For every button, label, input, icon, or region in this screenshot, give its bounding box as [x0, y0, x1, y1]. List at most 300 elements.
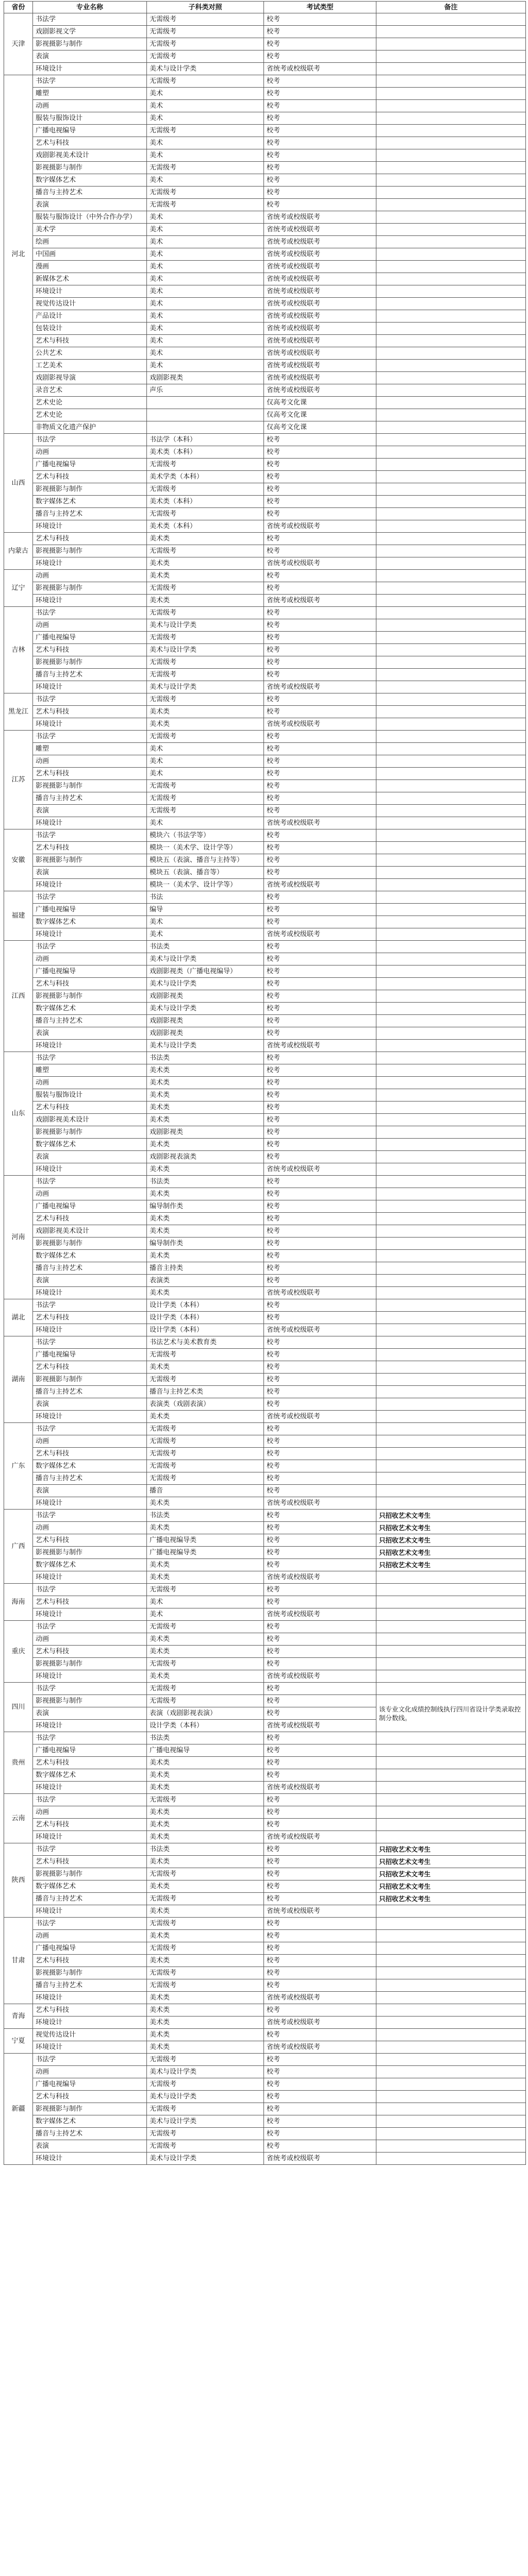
exam-type-cell: 校考 [264, 75, 376, 88]
remarks-cell [376, 817, 526, 829]
major-cell: 绘画 [33, 236, 147, 248]
subject-category-cell: 播音 [147, 1485, 264, 1497]
remarks-cell [376, 990, 526, 1003]
table-row [4, 1336, 526, 1349]
subject-category-cell: 无需级考 [147, 508, 264, 520]
exam-type-cell: 校考 [264, 1398, 376, 1411]
remarks-cell [376, 1398, 526, 1411]
major-cell: 漫画 [33, 261, 147, 273]
table-row [4, 2153, 526, 2165]
table-row [4, 1621, 526, 1633]
major-cell: 数字媒体艺术 [33, 1003, 147, 1015]
table-row [4, 1188, 526, 1200]
table-row [4, 483, 526, 496]
remarks-cell [376, 879, 526, 891]
table-row [4, 75, 526, 88]
table-row [4, 1374, 526, 1386]
table-row [4, 1955, 526, 1967]
major-cell: 戏剧影视美术设计 [33, 1225, 147, 1238]
province-cell: 青海 [4, 2004, 33, 2029]
exam-type-cell: 校考 [264, 1139, 376, 1151]
major-cell: 环境设计 [33, 285, 147, 298]
remarks-cell [376, 1782, 526, 1794]
subject-category-cell: 美术与设计学类 [147, 619, 264, 632]
subject-category-cell: 播音主持类 [147, 1262, 264, 1275]
exam-type-cell: 校考 [264, 187, 376, 199]
table-row [4, 13, 526, 26]
major-cell: 戏剧影视文学 [33, 26, 147, 38]
province-cell: 安徽 [4, 829, 33, 891]
major-cell: 书法学 [33, 731, 147, 743]
subject-category-cell: 美术类 [147, 1213, 264, 1225]
exam-type-cell: 省统考或校级联考 [264, 384, 376, 397]
exam-type-cell: 校考 [264, 1349, 376, 1361]
subject-category-cell: 美术类 [147, 1250, 264, 1262]
remarks-cell [376, 236, 526, 248]
major-cell: 环境设计 [33, 1720, 147, 1732]
remarks-cell [376, 829, 526, 842]
exam-type-cell: 省统考或校级联考 [264, 681, 376, 693]
exam-type-cell: 校考 [264, 706, 376, 718]
remarks-cell [376, 780, 526, 792]
remarks-cell [376, 1126, 526, 1139]
exam-type-cell: 校考 [264, 619, 376, 632]
remarks-cell [376, 1460, 526, 1472]
exam-type-cell: 校考 [264, 2091, 376, 2103]
exam-type-cell: 校考 [264, 1522, 376, 1534]
header-subject-category: 子科类对照 [147, 2, 264, 13]
exam-type-cell: 校考 [264, 2115, 376, 2128]
exam-type-cell: 校考 [264, 496, 376, 508]
remarks-cell [376, 1101, 526, 1114]
major-cell: 数字媒体艺术 [33, 1460, 147, 1472]
remarks-cell [376, 1794, 526, 1806]
remarks-cell [376, 632, 526, 644]
subject-category-cell: 设计学类（本科） [147, 1720, 264, 1732]
remarks-cell [376, 2091, 526, 2103]
major-cell: 播音与主持艺术 [33, 508, 147, 520]
table-row [4, 1361, 526, 1374]
remarks-cell [376, 656, 526, 669]
major-cell: 环境设计 [33, 1571, 147, 1584]
table-row [4, 1782, 526, 1794]
province-cell: 山东 [4, 1052, 33, 1176]
remarks-cell [376, 854, 526, 867]
subject-category-cell: 无需级考 [147, 669, 264, 681]
subject-category-cell: 无需级考 [147, 693, 264, 706]
major-cell: 播音与主持艺术 [33, 1386, 147, 1398]
subject-category-cell: 无需级考 [147, 1979, 264, 1992]
remarks-cell [376, 916, 526, 928]
exam-type-cell: 校考 [264, 1064, 376, 1077]
subject-category-cell: 无需级考 [147, 2103, 264, 2115]
major-cell: 广播电视编导 [33, 1200, 147, 1213]
subject-category-cell: 美术 [147, 261, 264, 273]
exam-type-cell: 校考 [264, 125, 376, 137]
subject-category-cell: 美术与设计学类 [147, 1003, 264, 1015]
subject-category-cell: 无需级考 [147, 2054, 264, 2066]
table-row [4, 1670, 526, 1683]
subject-category-cell: 无需级考 [147, 38, 264, 50]
table-row [4, 1880, 526, 1893]
table-row [4, 1225, 526, 1238]
table-row [4, 595, 526, 607]
remarks-cell [376, 1250, 526, 1262]
major-cell: 影视摄影与制作 [33, 990, 147, 1003]
major-cell: 书法学 [33, 1336, 147, 1349]
province-cell: 山西 [4, 434, 33, 533]
major-cell: 艺术与科技 [33, 1213, 147, 1225]
subject-category-cell: 美术 [147, 298, 264, 310]
exam-type-cell: 校考 [264, 112, 376, 125]
subject-category-cell: 编导 [147, 904, 264, 916]
major-cell: 影视摄影与制作 [33, 2103, 147, 2115]
exam-type-cell: 省统考或校级联考 [264, 236, 376, 248]
major-cell: 书法学 [33, 829, 147, 842]
exam-type-cell: 校考 [264, 867, 376, 879]
table-row [4, 1930, 526, 1942]
exam-type-cell: 校考 [264, 38, 376, 50]
major-cell: 书法学 [33, 1423, 147, 1435]
subject-category-cell: 无需级考 [147, 1658, 264, 1670]
exam-type-cell: 校考 [264, 2054, 376, 2066]
table-row [4, 421, 526, 434]
subject-category-cell: 美术类 [147, 1757, 264, 1769]
province-cell: 江西 [4, 941, 33, 1052]
exam-type-cell: 校考 [264, 1942, 376, 1955]
exam-type-cell: 校考 [264, 1806, 376, 1819]
remarks-cell [376, 372, 526, 384]
table-row [4, 1905, 526, 1918]
remarks-cell [376, 1052, 526, 1064]
table-row [4, 125, 526, 137]
subject-category-cell: 书法类 [147, 1052, 264, 1064]
subject-category-cell: 编导制作类 [147, 1238, 264, 1250]
major-cell: 艺术与科技 [33, 533, 147, 545]
major-cell: 书法学 [33, 2054, 147, 2066]
table-row [4, 1238, 526, 1250]
remarks-cell [376, 1077, 526, 1089]
remarks-cell [376, 298, 526, 310]
table-row [4, 38, 526, 50]
subject-category-cell: 戏剧影视类 [147, 1015, 264, 1027]
subject-category-cell: 美术 [147, 743, 264, 755]
exam-type-cell: 校考 [264, 1275, 376, 1287]
major-cell: 影视摄影与制作 [33, 780, 147, 792]
major-cell: 美术学 [33, 224, 147, 236]
subject-category-cell: 美术 [147, 1608, 264, 1621]
remarks-cell [376, 1905, 526, 1918]
major-cell: 表演 [33, 50, 147, 63]
major-cell: 环境设计 [33, 63, 147, 75]
subject-category-cell: 无需级考 [147, 1918, 264, 1930]
exam-type-cell: 校考 [264, 1819, 376, 1831]
exam-type-cell: 仅高考文化课 [264, 397, 376, 409]
remarks-cell [376, 2004, 526, 2016]
exam-type-cell: 校考 [264, 483, 376, 496]
table-row [4, 187, 526, 199]
exam-type-cell: 省统考或校级联考 [264, 248, 376, 261]
remarks-cell [376, 162, 526, 174]
major-cell: 书法学 [33, 1683, 147, 1695]
remarks-cell [376, 1979, 526, 1992]
subject-category-cell: 无需级考 [147, 632, 264, 644]
table-row [4, 1200, 526, 1213]
table-row [4, 953, 526, 965]
table-row [4, 384, 526, 397]
subject-category-cell: 无需级考 [147, 656, 264, 669]
table-row [4, 298, 526, 310]
table-row [4, 607, 526, 619]
exam-type-cell: 省统考或校级联考 [264, 1670, 376, 1683]
major-cell: 表演 [33, 199, 147, 211]
remarks-cell [376, 1769, 526, 1782]
subject-category-cell: 书法 [147, 891, 264, 904]
subject-category-cell: 书法艺术与美术教育类 [147, 1336, 264, 1349]
major-cell: 表演 [33, 1275, 147, 1287]
remarks-cell [376, 1213, 526, 1225]
subject-category-cell [147, 409, 264, 421]
major-cell: 艺术与科技 [33, 706, 147, 718]
major-cell: 包装设计 [33, 323, 147, 335]
exam-type-cell: 省统考或校级联考 [264, 1497, 376, 1510]
table-row [4, 50, 526, 63]
table-row [4, 63, 526, 75]
major-cell: 表演 [33, 1485, 147, 1497]
exam-type-cell: 校考 [264, 1472, 376, 1485]
major-cell: 动画 [33, 100, 147, 112]
table-row [4, 1101, 526, 1114]
major-cell: 艺术与科技 [33, 1856, 147, 1868]
table-row [4, 743, 526, 755]
major-cell: 书法学 [33, 75, 147, 88]
subject-category-cell: 无需级考 [147, 582, 264, 595]
subject-category-cell: 编导制作类 [147, 1200, 264, 1213]
exam-type-cell: 省统考或校级联考 [264, 1831, 376, 1843]
table-row [4, 149, 526, 162]
exam-type-cell: 校考 [264, 656, 376, 669]
subject-category-cell: 无需级考 [147, 1423, 264, 1435]
table-row [4, 1918, 526, 1930]
table-row [4, 632, 526, 644]
remarks-cell: 只招收艺术文考生 [376, 1559, 526, 1571]
exam-type-cell: 省统考或校级联考 [264, 1411, 376, 1423]
remarks-cell [376, 595, 526, 607]
exam-type-cell: 仅高考文化课 [264, 421, 376, 434]
major-cell: 动画 [33, 1188, 147, 1200]
remarks-cell [376, 1646, 526, 1658]
major-cell: 影视摄影与制作 [33, 1547, 147, 1559]
major-cell: 环境设计 [33, 1670, 147, 1683]
table-row [4, 137, 526, 149]
major-cell: 影视摄影与制作 [33, 1374, 147, 1386]
subject-category-cell: 书法类 [147, 1510, 264, 1522]
subject-category-cell: 美术类 [147, 533, 264, 545]
table-row [4, 211, 526, 224]
subject-category-cell: 美术类 [147, 1856, 264, 1868]
major-cell: 动画 [33, 1522, 147, 1534]
subject-category-cell: 美术类 [147, 1633, 264, 1646]
remarks-cell [376, 508, 526, 520]
subject-category-cell: 美术类（本科） [147, 446, 264, 459]
table-row [4, 273, 526, 285]
table-row [4, 718, 526, 731]
subject-category-cell: 美术类 [147, 1188, 264, 1200]
subject-category-cell: 无需级考 [147, 125, 264, 137]
subject-category-cell: 美术 [147, 100, 264, 112]
table-row [4, 928, 526, 941]
exam-type-cell: 校考 [264, 1027, 376, 1040]
remarks-cell: 只招收艺术文考生 [376, 1880, 526, 1893]
major-cell: 中国画 [33, 248, 147, 261]
exam-type-cell: 校考 [264, 1559, 376, 1571]
major-cell: 服装与服饰设计（中外合作办学） [33, 211, 147, 224]
subject-category-cell: 无需级考 [147, 545, 264, 557]
remarks-cell [376, 88, 526, 100]
table-row [4, 1992, 526, 2004]
table-row [4, 1213, 526, 1225]
major-cell: 艺术与科技 [33, 137, 147, 149]
major-cell: 动画 [33, 1633, 147, 1646]
major-cell: 环境设计 [33, 1831, 147, 1843]
remarks-cell [376, 1299, 526, 1312]
table-row [4, 248, 526, 261]
table-row [4, 1819, 526, 1831]
remarks-cell: 只招收艺术文考生 [376, 1547, 526, 1559]
major-cell: 书法学 [33, 1299, 147, 1312]
remarks-cell [376, 1287, 526, 1299]
major-cell: 影视摄影与制作 [33, 1658, 147, 1670]
remarks-cell [376, 1732, 526, 1744]
province-cell: 辽宁 [4, 570, 33, 607]
major-cell: 书法学 [33, 693, 147, 706]
subject-category-cell: 美术 [147, 211, 264, 224]
remarks-cell [376, 199, 526, 211]
exam-type-cell: 校考 [264, 1893, 376, 1905]
major-cell: 影视摄影与制作 [33, 483, 147, 496]
subject-category-cell: 美术类 [147, 557, 264, 570]
subject-category-cell: 美术 [147, 755, 264, 768]
major-cell: 环境设计 [33, 1608, 147, 1621]
subject-category-cell: 美术类 [147, 1992, 264, 2004]
subject-category-cell: 无需级考 [147, 26, 264, 38]
exam-type-cell: 校考 [264, 607, 376, 619]
subject-category-cell: 表演类（戏剧表演） [147, 1398, 264, 1411]
table-row [4, 1015, 526, 1027]
subject-category-cell: 无需级考 [147, 162, 264, 174]
subject-category-cell: 美术类 [147, 1497, 264, 1510]
major-cell: 影视摄影与制作 [33, 1238, 147, 1250]
remarks-cell [376, 1658, 526, 1670]
table-row [4, 2091, 526, 2103]
table-row [4, 1460, 526, 1472]
table-row [4, 2078, 526, 2091]
table-row [4, 1633, 526, 1646]
remarks-cell [376, 50, 526, 63]
table-row [4, 1856, 526, 1868]
exam-type-cell: 省统考或校级联考 [264, 595, 376, 607]
exam-type-cell: 校考 [264, 891, 376, 904]
subject-category-cell: 美术类 [147, 1559, 264, 1571]
exam-type-cell: 校考 [264, 174, 376, 187]
province-cell: 甘肃 [4, 1918, 33, 2004]
table-row [4, 1497, 526, 1510]
remarks-cell [376, 520, 526, 533]
remarks-cell: 只招收艺术文考生 [376, 1856, 526, 1868]
remarks-cell [376, 63, 526, 75]
exam-type-cell: 校考 [264, 1967, 376, 1979]
subject-category-cell: 设计学类（本科） [147, 1299, 264, 1312]
subject-category-cell: 书法类 [147, 1176, 264, 1188]
exam-type-cell: 校考 [264, 1856, 376, 1868]
major-cell: 环境设计 [33, 520, 147, 533]
exam-type-cell: 校考 [264, 965, 376, 978]
table-row [4, 2041, 526, 2054]
exam-type-cell: 校考 [264, 1646, 376, 1658]
exam-type-cell: 校考 [264, 533, 376, 545]
table-row [4, 347, 526, 360]
major-cell: 书法学 [33, 1794, 147, 1806]
remarks-cell [376, 1163, 526, 1176]
exam-type-cell: 校考 [264, 100, 376, 112]
province-cell: 河南 [4, 1176, 33, 1299]
subject-category-cell: 美术类 [147, 2041, 264, 2054]
exam-type-cell: 校考 [264, 978, 376, 990]
table-row [4, 1423, 526, 1435]
table-row [4, 310, 526, 323]
remarks-cell [376, 112, 526, 125]
remarks-cell: 只招收艺术文考生 [376, 1843, 526, 1856]
subject-category-cell: 美术 [147, 137, 264, 149]
subject-category-cell: 美术类 [147, 1646, 264, 1658]
major-cell: 播音与主持艺术 [33, 1979, 147, 1992]
remarks-cell [376, 471, 526, 483]
exam-type-cell: 校考 [264, 854, 376, 867]
table-row [4, 1275, 526, 1287]
table-row [4, 681, 526, 693]
exam-type-cell: 校考 [264, 508, 376, 520]
header-remarks: 备注 [376, 2, 526, 13]
remarks-cell [376, 496, 526, 508]
table-row [4, 1299, 526, 1312]
header-province: 省份 [4, 2, 33, 13]
exam-type-cell: 校考 [264, 1930, 376, 1942]
remarks-cell: 只招收艺术文考生 [376, 1534, 526, 1547]
exam-type-cell: 校考 [264, 1510, 376, 1522]
table-row [4, 805, 526, 817]
table-row [4, 755, 526, 768]
subject-category-cell: 美术类 [147, 1819, 264, 1831]
table-row [4, 1571, 526, 1584]
remarks-cell [376, 1571, 526, 1584]
exam-type-cell: 校考 [264, 1089, 376, 1101]
subject-category-cell: 美术类 [147, 1905, 264, 1918]
major-cell: 表演 [33, 1707, 147, 1720]
subject-category-cell: 无需级考 [147, 199, 264, 211]
subject-category-cell: 无需级考 [147, 805, 264, 817]
exam-type-cell: 省统考或校级联考 [264, 1287, 376, 1299]
table-row [4, 397, 526, 409]
major-cell: 播音与主持艺术 [33, 669, 147, 681]
remarks-cell [376, 125, 526, 137]
exam-type-cell: 省统考或校级联考 [264, 211, 376, 224]
major-cell: 艺术与科技 [33, 2091, 147, 2103]
remarks-cell [376, 1744, 526, 1757]
table-row [4, 112, 526, 125]
table-row [4, 1448, 526, 1460]
remarks-cell [376, 743, 526, 755]
subject-category-cell: 设计学类（本科） [147, 1324, 264, 1336]
